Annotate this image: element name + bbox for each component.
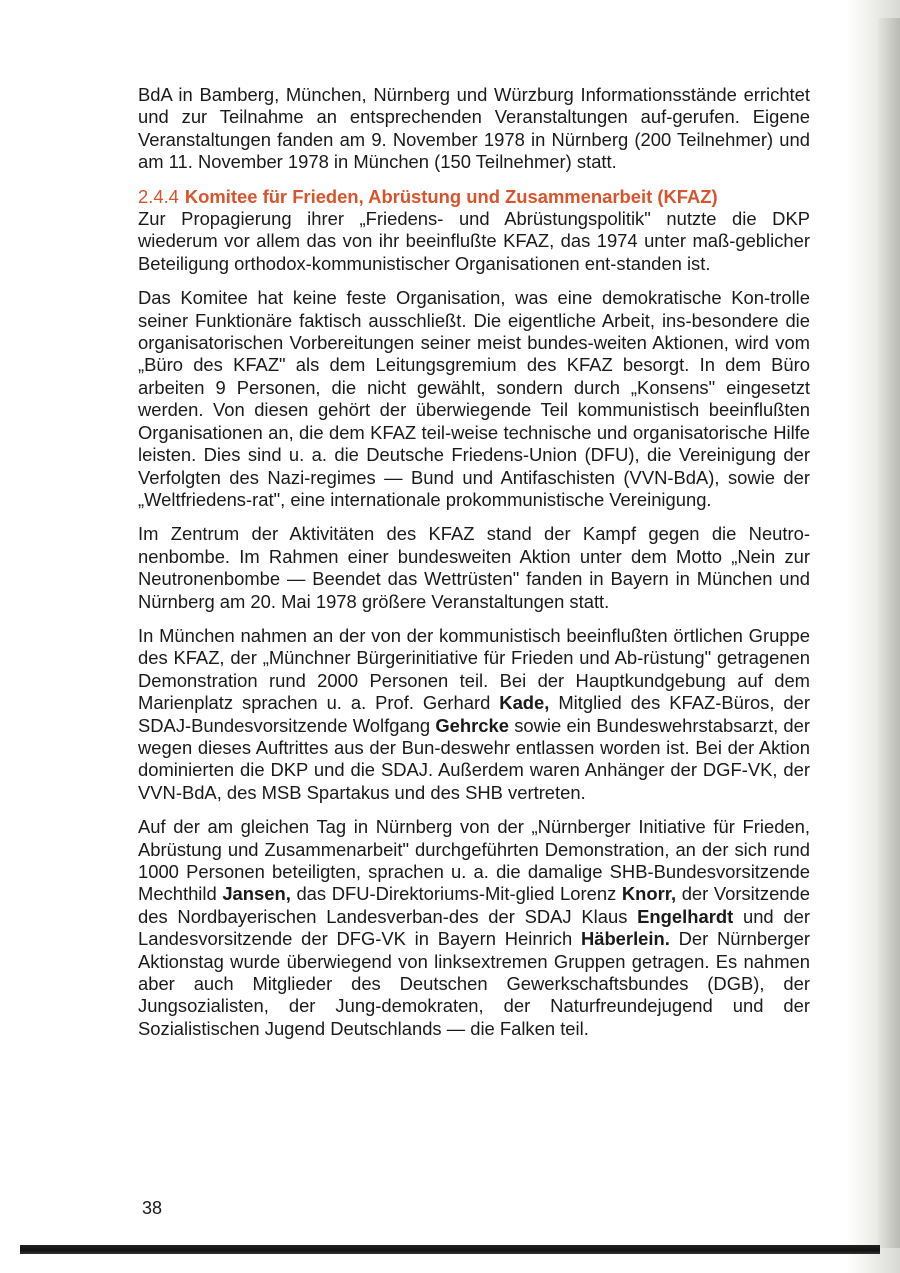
paragraph-5-text-e: Der Nürnberger Aktionstag wurde überwiegend von linksextremen Gruppen getragen. Es nahmen aber auch Mitglieder des Deutschen Gewerkschaftsbundes (DGB), der Jungsozialisten, der Jung-demokraten, der Naturfreundejugend und der Sozialistischen Jugend Deutschlands — die Falken teil. xyxy=(138,928,810,1039)
person-name-gehrcke: Gehrcke xyxy=(435,714,509,736)
page-number: 38 xyxy=(142,1198,163,1218)
paragraph-4-text-b: Mitglied des KFAZ-Büros, der SDAJ-Bundesvorsitzende Wolfgang xyxy=(138,692,810,736)
section-number: 2.4.4 xyxy=(138,185,179,207)
paragraph-5-text-d: und der Landesvorsitzende der DFG-VK in Bayern Heinrich xyxy=(138,905,810,950)
paragraph-1: Zur Propagierung ihrer „Friedens- und Abrüstungspolitik" nutzte die DKP wiederum vor allem das von ihr beeinflußte KFAZ, das 1974 unter maß-geblicher Beteiligung orthodox-kommunistischer Organisationen ent-standen ist. xyxy=(138,208,810,274)
person-name-knorr: Knorr, xyxy=(621,883,677,905)
paragraph-4 xyxy=(138,625,810,804)
person-name-haeberlein: Häberlein. xyxy=(580,928,670,950)
paragraph-5-text-c: der Vorsitzende des Nordbayerischen Landesverban-des der SDAJ Klaus xyxy=(138,883,810,927)
paragraph-5-text-a: Auf der am gleichen Tag in Nürnberg von der „Nürnberger Initiative für Frieden, Abrüstung und Zusammenarbeit" durchgeführten Demonstration, an der sich rund 1000 Personen beteiligten, sprachen u. a. die damalige SHB-Bundesvorsitzende Mechthild xyxy=(138,816,810,905)
body-text xyxy=(138,84,810,1052)
paragraph-4-text-a: In München nahmen an der von der kommunistisch beeinflußten örtlichen Gruppe des KFAZ, der „Münchner Bürgerinitiative für Frieden und Ab-rüstung" getragenen Demonstration rund 2000 Personen teil. Bei der Hauptkundgebung auf dem Marienplatz sprachen u. a. Prof. Gerhard xyxy=(138,624,810,714)
person-name-jansen: Jansen, xyxy=(222,883,291,905)
section-title: Komitee für Frieden, Abrüstung und Zusammenarbeit (KFAZ) xyxy=(184,185,718,207)
intro-paragraph: BdA in Bamberg, München, Nürnberg und Würzburg Informationsstände errichtet und zur Teilnahme an entsprechenden Veranstaltungen auf-gerufen. Eigene Veranstaltungen fanden am 9. November 1978 in Nürnberg (200 Teilnehmer) und am 11. November 1978 in München (150 Teilnehmer) statt. xyxy=(138,84,810,173)
person-name-engelhardt: Engelhardt xyxy=(637,905,734,927)
section-heading xyxy=(138,186,810,208)
paragraph-5-text-b: das DFU-Direktoriums-Mit-glied Lorenz xyxy=(290,883,622,905)
paragraph-3: Im Zentrum der Aktivitäten des KFAZ stand der Kampf gegen die Neutro-nenbombe. Im Rahmen einer bundesweiten Aktion unter dem Motto „Nein zur Neutronenbombe — Beendet das Wettrüsten" fanden in Bayern in München und Nürnberg am 20. Mai 1978 größere Veranstaltungen statt. xyxy=(138,523,810,612)
paragraph-5 xyxy=(138,816,810,1040)
person-name-kade: Kade, xyxy=(499,692,550,714)
bottom-scan-edge xyxy=(20,1245,880,1254)
paragraph-2: Das Komitee hat keine feste Organisation, was eine demokratische Kon-trolle seiner Funktionäre faktisch ausschließt. Die eigentliche Arbeit, ins-besondere die organisatorischen Vorbereitungen seiner meist bundes-weiten Aktionen, wird vom „Büro des KFAZ" als dem Leitungsgremium des KFAZ besorgt. In dem Büro arbeiten 9 Personen, die nicht gewählt, sondern durch „Konsens" eingesetzt werden. Von diesen gehört der überwiegende Teil kommunistisch beeinflußten Organisationen an, die dem KFAZ teil-weise technische und organisatorische Hilfe leisten. Dies sind u. a. die Deutsche Friedens-Union (DFU), die Vereinigung der Verfolgten des Nazi-regimes — Bund und Antifaschisten (VVN-BdA), sowie der „Weltfriedens-rat", eine internationale prokommunistische Vereinigung. xyxy=(138,287,810,510)
page-spine-shadow xyxy=(878,18,900,1248)
paragraph-4-text-c: sowie ein Bundeswehrstabsarzt, der wegen dieses Auftrittes aus der Bun-deswehr entlassen worden ist. Bei der Aktion dominierten die DKP und die SDAJ. Außerdem waren Anhänger der DGF-VK, der VVN-BdA, des MSB Spartakus und des SHB vertreten. xyxy=(138,714,810,803)
